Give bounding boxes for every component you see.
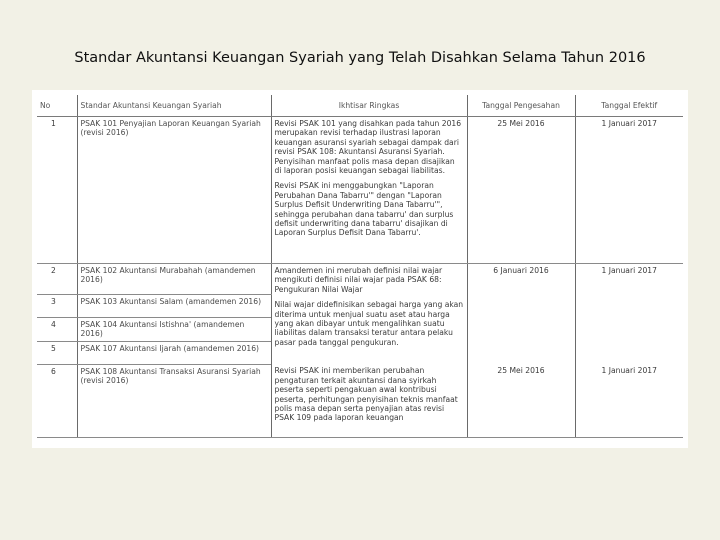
- header-summary: Ikhtisar Ringkas: [271, 95, 467, 117]
- standard-name: PSAK 102 Akuntansi Murabahah (amandemen 2016): [77, 264, 271, 295]
- ratified-date: 25 Mei 2016: [467, 117, 575, 264]
- header-standard: Standar Akuntansi Keuangan Syariah: [77, 95, 271, 117]
- row-number: 2: [37, 264, 77, 295]
- ratified-date: 25 Mei 2016: [467, 364, 575, 437]
- summary-paragraph: Revisi PSAK ini memberikan perubahan pengaturan terkait akuntansi dana syirkah peserta seperti pengakuan awal kontribusi peserta, perhitungan penyisihan teknis manfaat polis masa depan serta penyajian atas revisi PSAK 109 pada laporan keuangan: [274, 366, 458, 423]
- header-no: No: [37, 95, 77, 117]
- standard-name: PSAK 108 Akuntansi Transaksi Asuransi Syariah (revisi 2016): [77, 364, 271, 437]
- header-effective-date: Tanggal Efektif: [575, 95, 683, 117]
- row-number: 3: [37, 295, 77, 318]
- summary-paragraph: Revisi PSAK ini menggabungkan "Laporan Perubahan Dana Tabarru'" dengan "Laporan Surplus Defisit Underwriting Dana Tabarru'", sehingga perubahan dana tabarru' dan surplus defisit underwriting dana tabarru' disajikan di Laporan Surplus Defisit Dana Tabarru'.: [274, 181, 454, 238]
- summary-cell: [271, 264, 467, 365]
- table-row: [37, 364, 683, 437]
- standard-name: PSAK 101 Penyajian Laporan Keuangan Syariah (revisi 2016): [77, 117, 271, 264]
- table-header-row: [37, 95, 683, 117]
- table-row: [37, 117, 683, 264]
- ratified-date: 6 Januari 2016: [467, 264, 575, 365]
- summary-paragraph: Revisi PSAK 101 yang disahkan pada tahun 2016 merupakan revisi terhadap ilustrasi laporan keuangan asuransi syariah sebagai dampak dari revisi PSAK 108: Akuntansi Asuransi Syariah. Penyisihan manfaat polis masa depan disajikan di laporan posisi keuangan sebagai liabilitas.: [274, 119, 462, 176]
- row-number: 1: [37, 117, 77, 264]
- summary-paragraph: Nilai wajar didefinisikan sebagai harga yang akan diterima untuk menjual suatu aset atau harga yang akan dibayar untuk mengalihkan suatu liabilitas dalam transaksi teratur antara pelaku pasar pada tanggal pengukuran.: [274, 300, 464, 347]
- page-title: Standar Akuntansi Keuangan Syariah yang Telah Disahkan Selama Tahun 2016: [74, 50, 646, 66]
- summary-paragraph: Amandemen ini merubah definisi nilai wajar mengikuti definisi nilai wajar pada PSAK 68: Pengukuran Nilai Wajar: [274, 266, 443, 294]
- standard-name: PSAK 103 Akuntansi Salam (amandemen 2016): [77, 295, 271, 318]
- header-ratified-date: Tanggal Pengesahan: [467, 95, 575, 117]
- effective-date: 1 Januari 2017: [575, 264, 683, 365]
- row-number: 6: [37, 364, 77, 437]
- row-number: 5: [37, 341, 77, 364]
- effective-date: 1 Januari 2017: [575, 364, 683, 437]
- table-row: [37, 264, 683, 295]
- standards-table-panel: [32, 90, 688, 448]
- standard-name: PSAK 107 Akuntansi Ijarah (amandemen 2016): [77, 341, 271, 364]
- standards-table: [37, 95, 683, 438]
- standard-name: PSAK 104 Akuntansi Istishna' (amandemen 2016): [77, 318, 271, 342]
- effective-date: 1 Januari 2017: [575, 117, 683, 264]
- summary-cell: [271, 117, 467, 264]
- summary-cell: [271, 364, 467, 437]
- row-number: 4: [37, 318, 77, 342]
